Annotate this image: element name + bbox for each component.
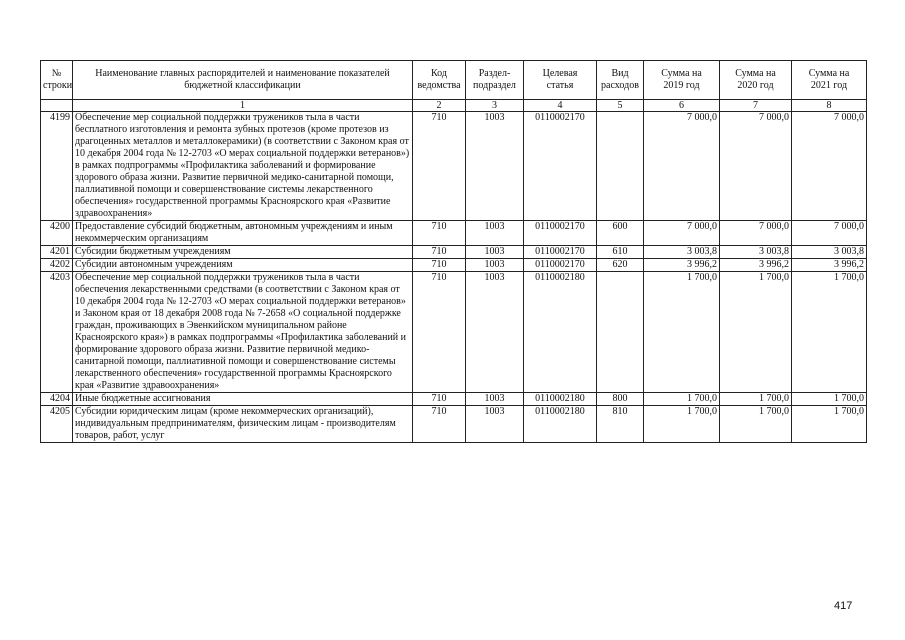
- section-code: 1003: [466, 259, 524, 272]
- sum-2019: 7 000,0: [644, 221, 720, 246]
- column-number: 1: [73, 100, 413, 112]
- expense-type: 620: [597, 259, 644, 272]
- row-number: 4202: [41, 259, 73, 272]
- sum-2019: 3 996,2: [644, 259, 720, 272]
- indicator-name: Субсидии автономным учреждениям: [73, 259, 413, 272]
- sum-2020: 3 003,8: [720, 246, 792, 259]
- header-dept-code: Код ведомства: [413, 61, 466, 100]
- expense-type: 810: [597, 406, 644, 443]
- header-name: Наименование главных распорядителей и наименование показателей бюджетной классификации: [73, 61, 413, 100]
- expense-type: 600: [597, 221, 644, 246]
- dept-code: 710: [413, 406, 466, 443]
- sum-2021: 7 000,0: [792, 221, 867, 246]
- row-number: 4203: [41, 272, 73, 393]
- section-code: 1003: [466, 272, 524, 393]
- sum-2021: 3 996,2: [792, 259, 867, 272]
- sum-2020: 1 700,0: [720, 406, 792, 443]
- target-article: 0110002170: [524, 112, 597, 221]
- header-expense-type: Вид расходов: [597, 61, 644, 100]
- dept-code: 710: [413, 221, 466, 246]
- target-article: 0110002170: [524, 259, 597, 272]
- section-code: 1003: [466, 406, 524, 443]
- section-code: 1003: [466, 221, 524, 246]
- table-row: [41, 112, 867, 221]
- header-sum-2021: Сумма на 2021 год: [792, 61, 867, 100]
- header-sum-2019: Сумма на 2019 год: [644, 61, 720, 100]
- budget-table: [40, 60, 867, 443]
- table-row: [41, 221, 867, 246]
- column-number: 7: [720, 100, 792, 112]
- expense-type: 610: [597, 246, 644, 259]
- sum-2020: 1 700,0: [720, 393, 792, 406]
- table-row: [41, 406, 867, 443]
- indicator-name: Обеспечение мер социальной поддержки тружеников тыла в части бесплатного изготовления и ремонта зубных протезов (кроме протезов из драгоценных металлов и металлокерамики) (в соответствии с Законом края от 10 декабря 2004 года № 12-2703 «О мерах социальной поддержки ветеранов») в рамках подпрограммы «Профилактика заболеваний и формирование здорового образа жизни. Развитие первичной медико-санитарной помощи, паллиативной помощи и совершенствование системы лекарственного обеспечения» государственной программы Красноярского края «Развитие здравоохранения»: [73, 112, 413, 221]
- table-header: [41, 61, 867, 100]
- header-section: Раздел- подраздел: [466, 61, 524, 100]
- sum-2019: 1 700,0: [644, 393, 720, 406]
- column-number: 8: [792, 100, 867, 112]
- section-code: 1003: [466, 112, 524, 221]
- sum-2021: 1 700,0: [792, 272, 867, 393]
- sum-2019: 1 700,0: [644, 272, 720, 393]
- header-row-number: № строки: [41, 61, 73, 100]
- section-code: 1003: [466, 246, 524, 259]
- sum-2019: 1 700,0: [644, 406, 720, 443]
- indicator-name: Субсидии юридическим лицам (кроме некоммерческих организаций), индивидуальным предпринимателям, физическим лицам - производителям товаров, работ, услуг: [73, 406, 413, 443]
- sum-2019: 3 003,8: [644, 246, 720, 259]
- target-article: 0110002170: [524, 246, 597, 259]
- indicator-name: Субсидии бюджетным учреждениям: [73, 246, 413, 259]
- table-row: [41, 272, 867, 393]
- indicator-name: Иные бюджетные ассигнования: [73, 393, 413, 406]
- column-number: 2: [413, 100, 466, 112]
- section-code: 1003: [466, 393, 524, 406]
- row-number: 4199: [41, 112, 73, 221]
- header-sum-2020: Сумма на 2020 год: [720, 61, 792, 100]
- column-number: 6: [644, 100, 720, 112]
- sum-2021: 1 700,0: [792, 393, 867, 406]
- column-number: 4: [524, 100, 597, 112]
- column-number: 3: [466, 100, 524, 112]
- indicator-name: Предоставление субсидий бюджетным, автономным учреждениям и иным некоммерческим организациям: [73, 221, 413, 246]
- header-target-article: Целевая статья: [524, 61, 597, 100]
- column-number: 5: [597, 100, 644, 112]
- indicator-name: Обеспечение мер социальной поддержки тружеников тыла в части обеспечения лекарственными средствами (в соответствии с Законом края от 10 декабря 2004 года № 12-2703 «О мерах социальной поддержки ветеранов» и Законом края от 18 декабря 2008 года № 7-2658 «О социальной поддержке граждан, проживающих в Эвенкийском муниципальном районе Красноярского края») в рамках подпрограммы «Профилактика заболеваний и формирование здорового образа жизни. Развитие первичной медико-санитарной помощи, паллиативной помощи и совершенствование системы лекарственного обеспечения» государственной программы Красноярского края «Развитие здравоохранения»: [73, 272, 413, 393]
- table-row: [41, 259, 867, 272]
- expense-type: [597, 272, 644, 393]
- sum-2019: 7 000,0: [644, 112, 720, 221]
- table-row: [41, 246, 867, 259]
- dept-code: 710: [413, 259, 466, 272]
- column-number-row: [41, 100, 867, 112]
- sum-2020: 7 000,0: [720, 112, 792, 221]
- row-number: 4200: [41, 221, 73, 246]
- dept-code: 710: [413, 393, 466, 406]
- table-row: [41, 393, 867, 406]
- sum-2021: 1 700,0: [792, 406, 867, 443]
- page-number: 417: [834, 600, 853, 612]
- sum-2020: 1 700,0: [720, 272, 792, 393]
- column-number: [41, 100, 73, 112]
- target-article: 0110002180: [524, 406, 597, 443]
- dept-code: 710: [413, 272, 466, 393]
- dept-code: 710: [413, 246, 466, 259]
- target-article: 0110002180: [524, 272, 597, 393]
- target-article: 0110002180: [524, 393, 597, 406]
- sum-2021: 3 003,8: [792, 246, 867, 259]
- table-body: [41, 100, 867, 443]
- row-number: 4205: [41, 406, 73, 443]
- dept-code: 710: [413, 112, 466, 221]
- sum-2020: 7 000,0: [720, 221, 792, 246]
- sum-2020: 3 996,2: [720, 259, 792, 272]
- target-article: 0110002170: [524, 221, 597, 246]
- sum-2021: 7 000,0: [792, 112, 867, 221]
- expense-type: 800: [597, 393, 644, 406]
- row-number: 4204: [41, 393, 73, 406]
- row-number: 4201: [41, 246, 73, 259]
- expense-type: [597, 112, 644, 221]
